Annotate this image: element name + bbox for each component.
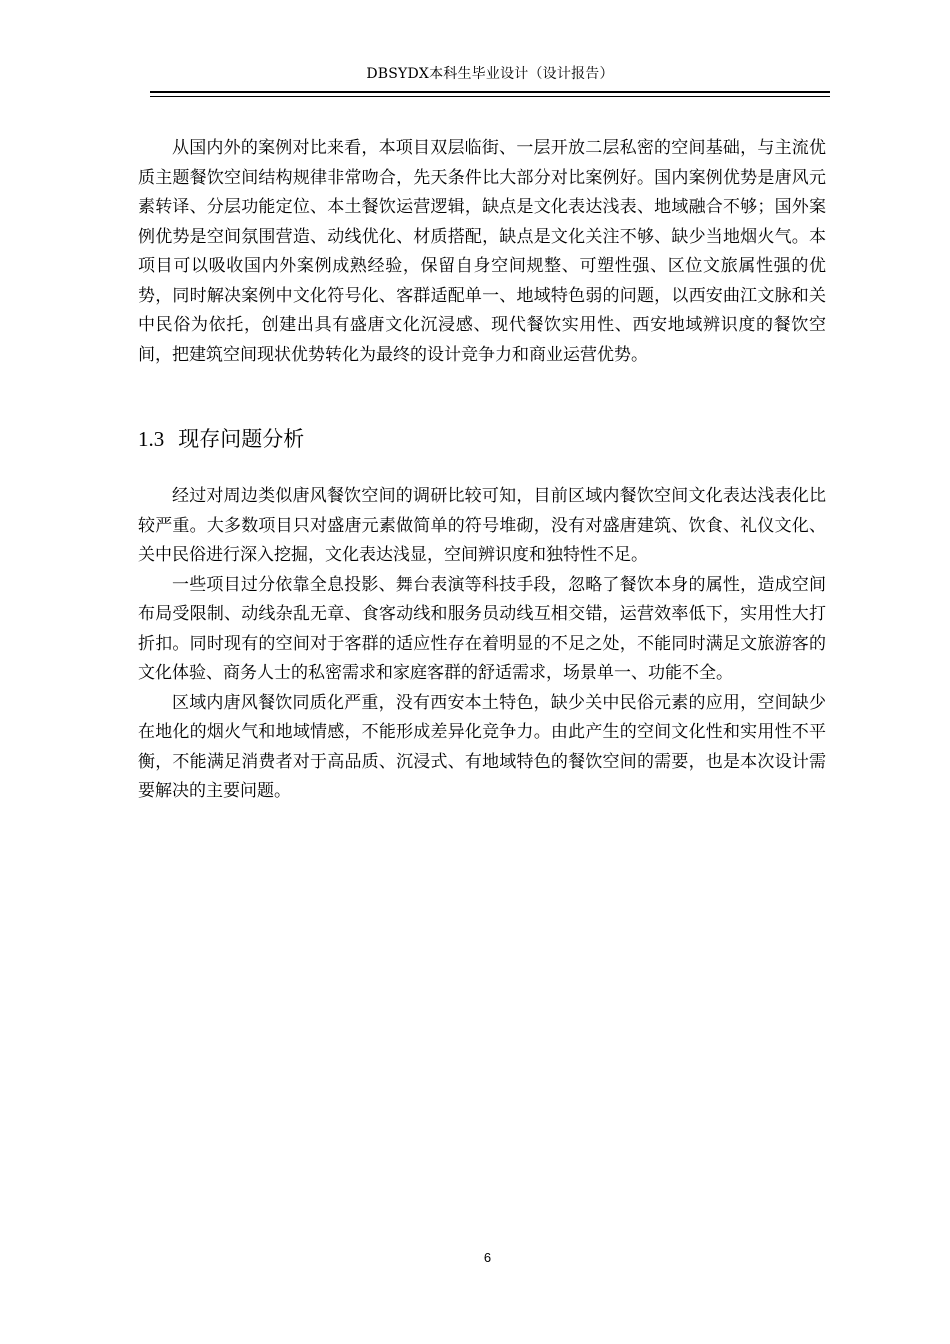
section-body [138,482,826,807]
page-header: DBSYDX本科生毕业设计（设计报告） [366,66,614,82]
section-paragraph-2: 一些项目过分依靠全息投影、舞台表演等科技手段，忽略了餐饮本身的属性，造成空间布局受限制、动线杂乱无章、食客动线和服务员动线互相交错，运营效率低下，实用性大打折扣。同时现有的空间对于客群的适应性存在着明显的不足之处，不能同时满足文旅游客的文化体验、商务人士的私密需求和家庭客群的舒适需求，场景单一、功能不全。 [138,574,826,683]
header-rule-thick [150,91,830,93]
section-title: 现存问题分析 [178,427,305,451]
intro-paragraph: 从国内外的案例对比来看，本项目双层临街、一层开放二层私密的空间基础，与主流优质主题餐饮空间结构规律非常吻合，先天条件比大部分对比案例好。国内案例优势是唐风元素转译、分层功能定位、本土餐饮运营逻辑，缺点是文化表达浅表、地域融合不够；国外案例优势是空间氛围营造、动线优化、材质搭配，缺点是文化关注不够、缺少当地烟火气。本项目可以吸收国内外案例成熟经验，保留自身空间规整、可塑性强、区位文旅属性强的优势，同时解决案例中文化符号化、客群适配单一、地域特色弱的问题，以西安曲江文脉和关中民俗为依托，创建出具有盛唐文化沉浸感、现代餐饮实用性、西安地域辨识度的餐饮空间，把建筑空间现状优势转化为最终的设计竞争力和商业运营优势。 [138,138,826,365]
page-number: 6 [483,1250,492,1265]
intro-text [138,134,826,370]
section-heading [138,424,304,454]
section-number: 1.3 [138,427,165,451]
section-paragraph-3: 区域内唐风餐饮同质化严重，没有西安本土特色，缺少关中民俗元素的应用，空间缺少在地化的烟火气和地域情感，不能形成差异化竞争力。由此产生的空间文化性和实用性不平衡，不能满足消费者对于高品质、沉浸式、有地域特色的餐饮空间的需要，也是本次设计需要解决的主要问题。 [138,692,826,801]
header-rule-thin [150,96,830,97]
section-paragraph-1: 经过对周边类似唐风餐饮空间的调研比较可知，目前区域内餐饮空间文化表达浅表化比较严重。大多数项目只对盛唐元素做简单的符号堆砌，没有对盛唐建筑、饮食、礼仪文化、关中民俗进行深入挖掘，文化表达浅显，空间辨识度和独特性不足。 [138,486,826,565]
